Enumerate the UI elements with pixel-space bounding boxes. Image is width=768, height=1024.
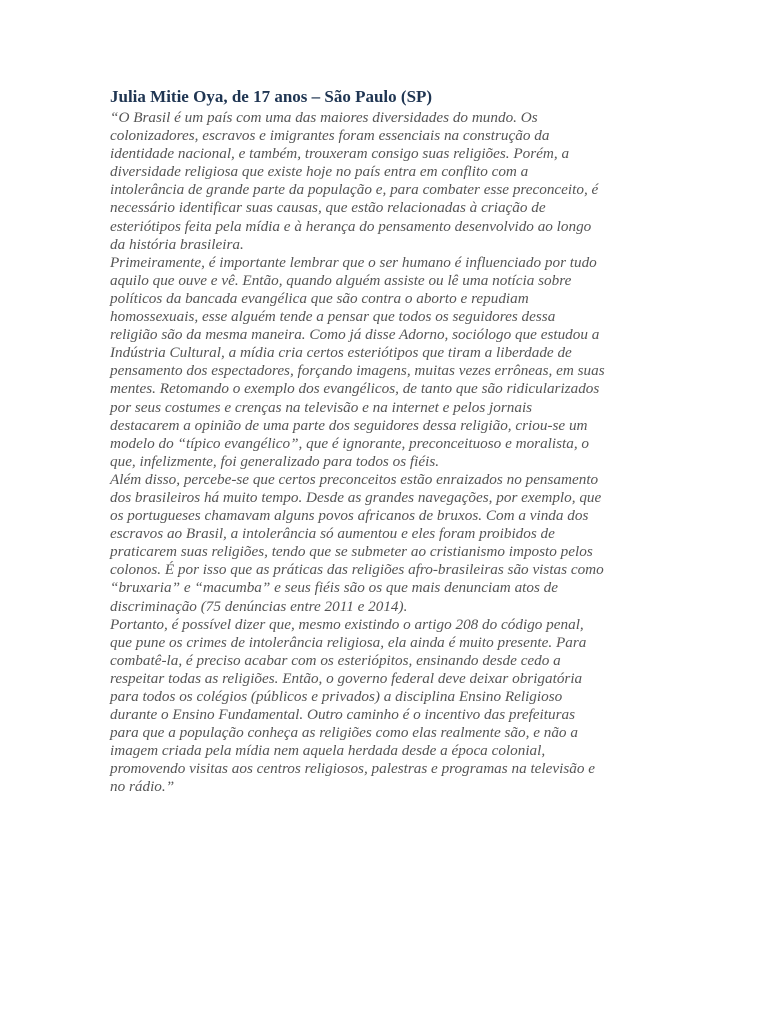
text-line: colonizadores, escravos e imigrantes foram essenciais na construção da (110, 127, 550, 145)
text-line: Indústria Cultural, a mídia cria certos esteriótipos que tiram a liberdade de (110, 344, 572, 362)
text-line: que pune os crimes de intolerância religiosa, ela ainda é muito presente. Para (110, 633, 587, 651)
text-line: combatê-la, é preciso acabar com os esteriópitos, ensinando desde cedo a (110, 651, 561, 669)
text-line: que, infelizmente, foi generalizado para todos os fiéis. (110, 452, 440, 470)
text-line: imagem criada pela mídia nem aquela herdada desde a época colonial, (110, 742, 546, 760)
paragraph-2 (110, 254, 662, 471)
text-line: no rádio.” (110, 778, 175, 796)
text-line: para todos os colégios (públicos e privados) a disciplina Ensino Religioso (110, 688, 563, 705)
text-line: mentes. Retomando o exemplo dos evangélicos, de tanto que são ridicularizados (110, 380, 600, 398)
text-line: Portanto, é possível dizer que, mesmo existindo o artigo 208 do código penal, (110, 615, 584, 633)
text-line: para que a população conheça as religiões como elas realmente são, e não a (110, 724, 578, 742)
text-line: “bruxaria” e “macumba” e seus fiéis são os que mais denunciam atos de (110, 579, 559, 597)
text-line: da história brasileira. (110, 235, 244, 253)
text-line: intolerância de grande parte da população e, para combater esse preconceito, é (110, 181, 599, 199)
text-line: aquilo que ouve e vê. Então, quando alguém assiste ou lê uma notícia sobre (110, 271, 572, 289)
text-line: escravos ao Brasil, a intolerância só aumentou e eles foram proibidos de (110, 525, 555, 543)
text-line: discriminação (75 denúncias entre 2011 e 2014). (110, 597, 408, 615)
text-line: homossexuais, esse alguém tende a pensar que todos os seguidores dessa (110, 308, 556, 326)
text-line: “O Brasil é um país com uma das maiores diversidades do mundo. Os (110, 109, 538, 126)
text-line: colonos. É por isso que as práticas das religiões afro-brasileiras são vistas como (110, 561, 604, 579)
document-title: Julia Mitie Oya, de 17 anos – São Paulo (SP) (110, 87, 433, 106)
text-line: por seus costumes e crenças na televisão e na internet e pelos jornais (110, 398, 533, 416)
text-line: diversidade religiosa que existe hoje no país entra em conflito com a (110, 163, 529, 181)
text-line: Primeiramente, é importante lembrar que o ser humano é influenciado por tudo (110, 253, 597, 271)
text-line: praticarem suas religiões, tendo que se submeter ao cristianismo imposto pelos (110, 543, 593, 561)
text-line: pensamento dos espectadores, forçando imagens, muitas vezes errôneas, em suas (110, 362, 605, 380)
text-line: necessário identificar suas causas, que estão relacionadas à criação de (110, 199, 546, 217)
text-line: durante o Ensino Fundamental. Outro caminho é o incentivo das prefeituras (110, 706, 575, 724)
text-line: respeitar todas as religiões. Então, o governo federal deve deixar obrigatória (110, 669, 583, 687)
paragraph-1 (110, 109, 662, 254)
paragraph-4 (110, 616, 662, 797)
text-line: esteriótipos feita pela mídia e à herança do pensamento desenvolvido ao longo (110, 217, 592, 235)
text-line: destacarem a opinião de uma parte dos seguidores dessa religião, criou-se um (110, 416, 588, 434)
text-line: Além disso, percebe-se que certos preconceitos estão enraizados no pensamento (110, 470, 599, 488)
document-page (110, 86, 662, 797)
text-line: promovendo visitas aos centros religiosos, palestras e programas na televisão e (110, 760, 595, 778)
text-line: modelo do “típico evangélico”, que é ignorante, preconceituoso e moralista, o (110, 434, 590, 452)
text-line: políticos da bancada evangélica que são contra o aborto e repudiam (110, 289, 529, 307)
text-line: os portugueses chamavam alguns povos africanos de bruxos. Com a vinda dos (110, 507, 589, 525)
text-line: identidade nacional, e também, trouxeram consigo suas religiões. Porém, a (110, 145, 570, 163)
text-line: religião são da mesma maneira. Como já disse Adorno, sociólogo que estudou a (110, 326, 600, 344)
text-line: dos brasileiros há muito tempo. Desde as grandes navegações, por exemplo, que (110, 488, 602, 506)
paragraph-3 (110, 471, 662, 616)
